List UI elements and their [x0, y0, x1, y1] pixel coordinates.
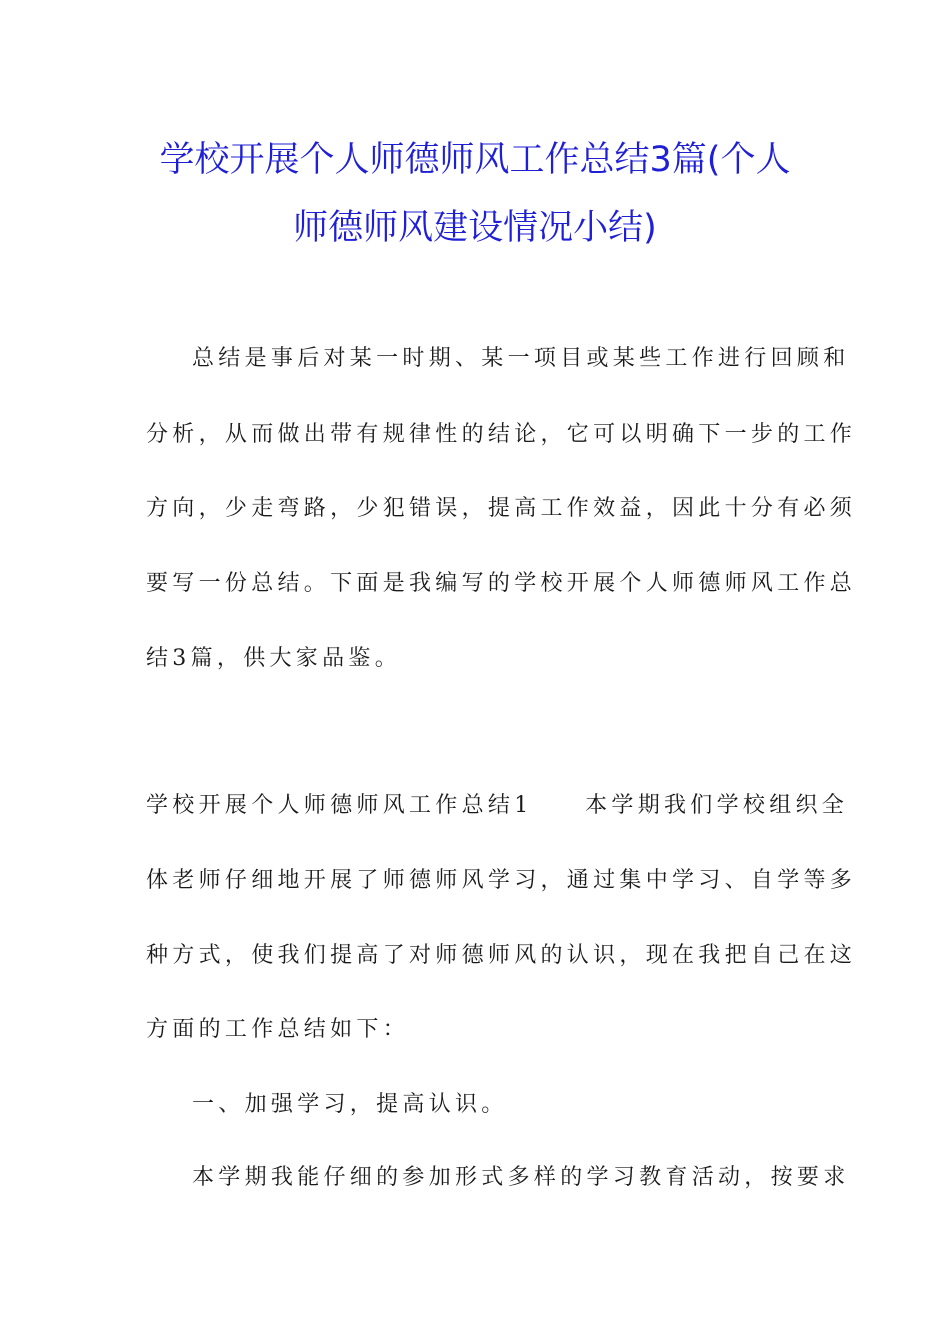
paragraph-last-line: 本学期我能仔细的参加形式多样的学习教育活动，按要求: [192, 1165, 850, 1190]
intro-line-1: 总结是事后对某一时期、某一项目或某些工作进行回顾和: [192, 346, 850, 371]
section1-line-3: 种方式，使我们提高了对师德师风的认识，现在我把自己在这: [146, 943, 857, 968]
heading-strengthen-study: 一、加强学习，提高认识。: [192, 1092, 508, 1117]
intro-line-3: 方向，少走弯路，少犯错误，提高工作效益，因此十分有必须: [146, 496, 857, 521]
section1-line-4: 方面的工作总结如下：: [146, 1017, 410, 1042]
intro-line-2: 分析，从而做出带有规律性的结论，它可以明确下一步的工作: [146, 422, 857, 447]
intro-line-4: 要写一份总结。下面是我编写的学校开展个人师德师风工作总: [146, 571, 857, 596]
document-title-line-2: 师德师风建设情况小结): [293, 208, 657, 248]
document-title-line-1: 学校开展个人师德师风工作总结3篇(个人: [159, 140, 791, 180]
intro-line-5: 结3篇，供大家品鉴。: [146, 646, 401, 671]
section1-line-1: 学校开展个人师德师风工作总结1 本学期我们学校组织全: [146, 793, 849, 818]
section1-line-2: 体老师仔细地开展了师德师风学习，通过集中学习、自学等多: [146, 868, 857, 893]
